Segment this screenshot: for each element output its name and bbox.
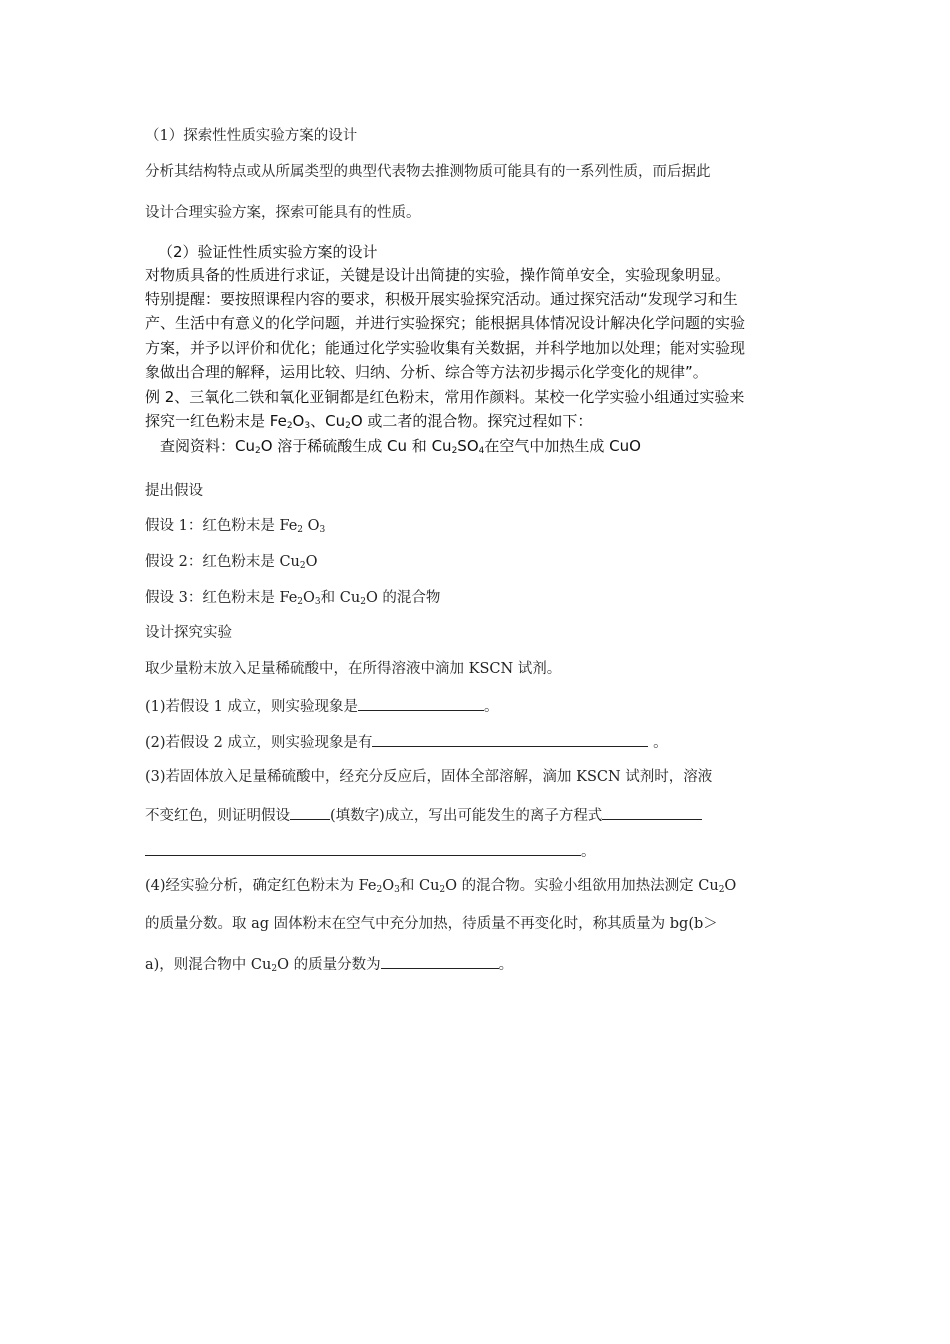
scan-line: 对物质具备的性质进行求证，关键是设计出简捷的实验，操作简单安全，实验现象明显。 <box>145 266 731 284</box>
scan-line: 象做出合理的解释，运用比较、归纳、分析、综合等方法初步揭示化学变化的规律”。 <box>145 363 708 381</box>
section-heading-1: （1）探索性性质实验方案的设计 <box>145 128 358 144</box>
question-1: (1)若假设 1 成立，则实验现象是 。 <box>145 695 498 717</box>
question-4-line3: a)，则混合物中 $Cu_2O$ 的质量分数为 。 <box>145 953 513 979</box>
answer-blank[interactable] <box>358 695 484 711</box>
scan-line: 方案，并予以评价和优化；能通过化学实验收集有关数据，并科学地加以处理；能对实验现 <box>145 339 746 357</box>
question-4-line1: (4)经实验分析，确定红色粉末为 $Fe_2O_3$和 $Cu_2O$ 的混合物。实验小组欲用加热法测定 $Cu_2O$ <box>145 878 737 895</box>
answer-blank[interactable] <box>372 731 648 747</box>
scan-line: 产、生活中有意义的化学问题，并进行实验探究；能根据具体情况设计解决化学问题的实验 <box>145 314 746 332</box>
hypothesis-3: 假设 3：红色粉末是 $Fe_2O_3$和 $Cu_2O$ 的混合物 <box>145 590 441 607</box>
hypothesis-1: 假设 1：红色粉末是 $Fe_2$ $O_3$ <box>145 518 326 535</box>
question-3-line3: 。 <box>145 840 596 862</box>
answer-blank[interactable] <box>602 804 702 820</box>
question-2: (2)若假设 2 成立，则实验现象是有 。 <box>145 731 668 753</box>
hypothesis-2: 假设 2：红色粉末是 $Cu_2O$ <box>145 554 318 571</box>
answer-blank[interactable] <box>381 953 499 969</box>
example-line: 例 2、三氧化二铁和氧化亚铜都是红色粉末，常用作颜料。某校一化学实验小组通过实验来 <box>145 388 745 406</box>
scan-line: 特别提醒：要按照课程内容的要求，积极开展实验探究活动。通过探究活动“发现学习和生 <box>145 290 738 308</box>
paragraph-line: 分析其结构特点或从所属类型的典型代表物去推测物质可能具有的一系列性质，而后据此 <box>145 164 711 180</box>
question-3-line2: 不变红色，则证明假设 (填数字)成立，写出可能发生的离子方程式 <box>145 804 702 826</box>
experiment-heading: 设计探究实验 <box>145 625 232 641</box>
hypotheses-heading: 提出假设 <box>145 483 203 499</box>
question-3-line1: (3)若固体放入足量稀硫酸中，经充分反应后，固体全部溶解，滴加 KSCN 试剂时，溶液 <box>145 769 713 785</box>
reference-line: 查阅资料：$Cu_2O$ 溶于稀硫酸生成 Cu 和 $Cu_2SO_4$在空气中加热生成 CuO <box>160 437 641 456</box>
question-4-line2: 的质量分数。取 ag 固体粉末在空气中充分加热，待质量不再变化时，称其质量为 bg(b＞ <box>145 916 718 932</box>
answer-blank[interactable] <box>145 840 581 856</box>
paragraph-line: 设计合理实验方案，探索可能具有的性质。 <box>145 205 421 221</box>
answer-blank[interactable] <box>290 804 330 820</box>
experiment-intro: 取少量粉末放入足量稀硫酸中，在所得溶液中滴加 KSCN 试剂。 <box>145 661 562 677</box>
section-heading-2: （2）验证性性质实验方案的设计 <box>158 243 378 261</box>
example-line: 探究一红色粉末是 $Fe_2O_3$、$Cu_2O$ 或二者的混合物。探究过程如下： <box>145 412 593 431</box>
